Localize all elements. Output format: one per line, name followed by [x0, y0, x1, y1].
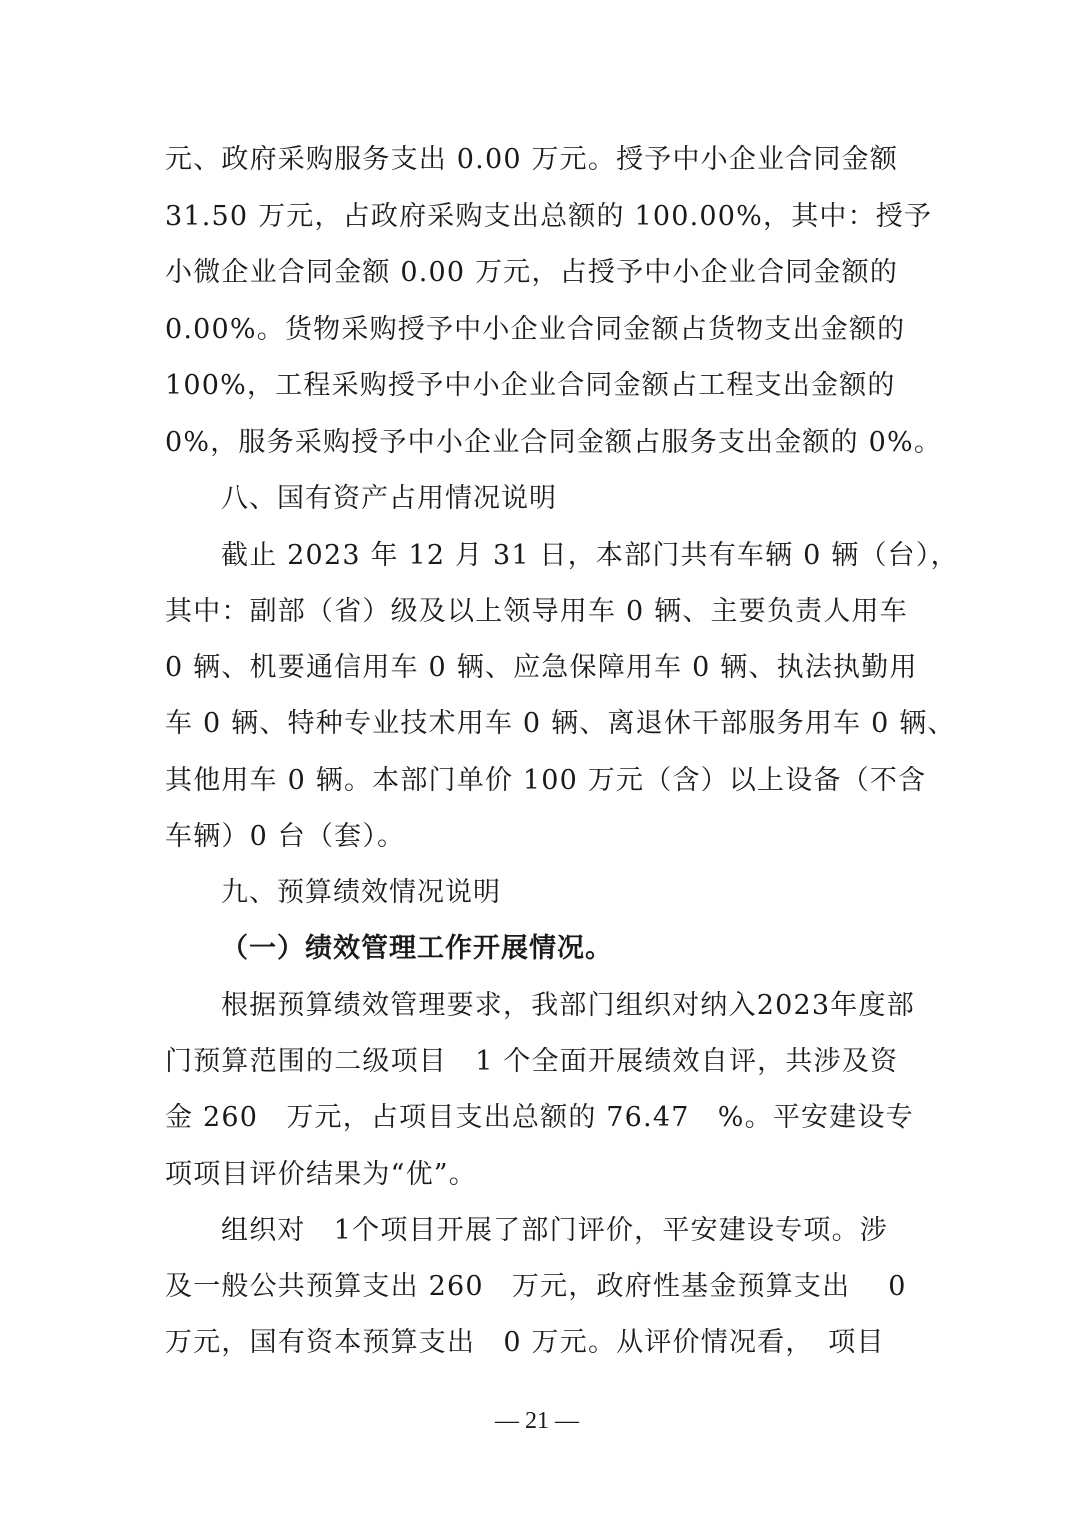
paragraph-line: 其中：副部（省）级及以上领导用车 0 辆、主要负责人用车 — [165, 596, 908, 627]
paragraph-line: 31.50 万元，占政府采购支出总额的 100.00%，其中：授予 — [165, 201, 933, 232]
paragraph-line: 元、政府采购服务支出 0.00 万元。授予中小企业合同金额 — [165, 144, 899, 175]
paragraph-line: 车 0 辆、特种专业技术用车 0 辆、离退休干部服务用车 0 辆、 — [165, 708, 956, 739]
paragraph-line: 金 260 万元，占项目支出总额的 76.47 %。平安建设专 — [165, 1102, 914, 1133]
paragraph-line: 组织对 1个项目开展了部门评价，平安建设专项。涉 — [221, 1215, 888, 1246]
paragraph-line: 及一般公共预算支出 260 万元，政府性基金预算支出 0 — [165, 1271, 907, 1302]
paragraph-line: 根据预算绩效管理要求，我部门组织对纳入2023年度部 — [221, 990, 915, 1021]
paragraph-line: 0.00%。货物采购授予中小企业合同金额占货物支出金额的 — [165, 314, 906, 345]
paragraph-line: 0%，服务采购授予中小企业合同金额占服务支出金额的 0%。 — [165, 427, 943, 458]
section-heading-budget-performance: 九、预算绩效情况说明 — [221, 877, 501, 908]
paragraph-line: 门预算范围的二级项目 1 个全面开展绩效自评，共涉及资 — [165, 1046, 899, 1077]
page-number: — 21 — — [495, 1408, 579, 1434]
paragraph-line: 项项目评价结果为“优”。 — [165, 1159, 478, 1190]
paragraph-line: 0 辆、机要通信用车 0 辆、应急保障用车 0 辆、执法执勤用 — [165, 652, 918, 683]
paragraph-line: 车辆）0 台（套）。 — [165, 821, 406, 852]
subsection-heading: （一）绩效管理工作开展情况。 — [221, 933, 613, 964]
paragraph-line: 截止 2023 年 12 月 31 日，本部门共有车辆 0 辆（台）， — [221, 540, 959, 571]
paragraph-line: 小微企业合同金额 0.00 万元，占授予中小企业合同金额的 — [165, 257, 899, 288]
paragraph-line: 万元，国有资本预算支出 0 万元。从评价情况看， 项目 — [165, 1327, 885, 1358]
paragraph-line: 其他用车 0 辆。本部门单价 100 万元（含）以上设备（不含 — [165, 765, 927, 796]
section-heading-state-assets: 八、国有资产占用情况说明 — [221, 483, 557, 514]
paragraph-line: 100%，工程采购授予中小企业合同金额占工程支出金额的 — [165, 370, 896, 401]
